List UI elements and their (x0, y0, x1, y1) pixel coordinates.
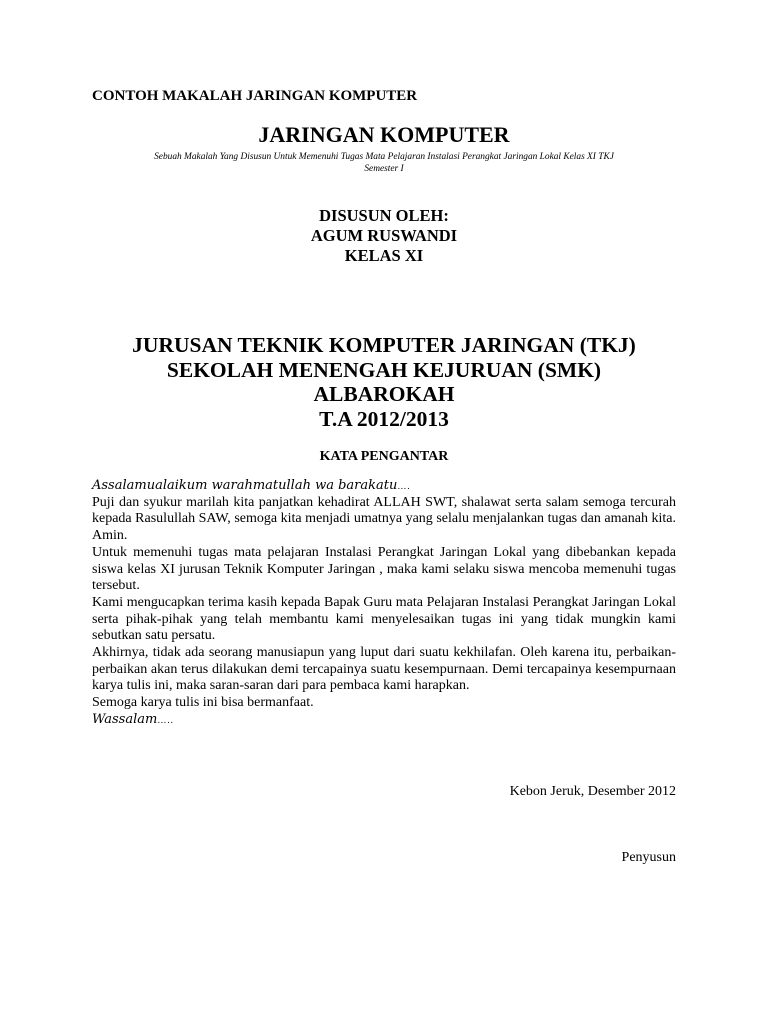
document-top-title: CONTOH MAKALAH JARINGAN KOMPUTER (92, 88, 418, 104)
foreword-closing (92, 712, 676, 729)
closing-dots: ….. (157, 714, 174, 725)
foreword-paragraph: Puji dan syukur marilah kita panjatkan kehadirat ALLAH SWT, shalawat serta salam semoga tercurah kepada Rasulullah SAW, semoga kita menjadi umatnya yang selalu menjalankan tugas dan amanah kita. Amin. (92, 494, 676, 544)
author-block (0, 206, 768, 266)
school-line-1: JURUSAN TEKNIK KOMPUTER JARINGAN (TKJ) (132, 333, 636, 357)
subtitle-line-2: Semester I (364, 164, 404, 174)
foreword-heading: KATA PENGANTAR (319, 449, 449, 464)
foreword-greeting (92, 478, 676, 495)
signature-place-date: Kebon Jeruk, Desember 2012 (509, 784, 676, 799)
document-subtitle (88, 151, 680, 175)
greeting-text: Assalamualaikum warahmatullah wa barakatu (92, 478, 398, 493)
subtitle-line-1: Sebuah Makalah Yang Disusun Untuk Memenuhi Tugas Mata Pelajaran Instalasi Perangkat Jaringan Lokal Kelas XI TKJ (154, 152, 614, 162)
foreword-paragraph: Untuk memenuhi tugas mata pelajaran Instalasi Perangkat Jaringan Lokal yang dibebankan kepada siswa kelas XI jurusan Teknik Komputer Jaringan , maka kami selaku siswa mencoba memenuhi tugas tersebut. (92, 544, 676, 594)
document-main-title: JARINGAN KOMPUTER (258, 122, 510, 147)
school-line-2: SEKOLAH MENENGAH KEJURUAN (SMK) (166, 357, 602, 382)
greeting-dots: …. (397, 481, 411, 491)
foreword-paragraph: Semoga karya tulis ini bisa bermanfaat. (92, 695, 314, 711)
signature-signer: Penyusun (621, 850, 676, 865)
author-label: DISUSUN OLEH: (319, 206, 449, 225)
author-class: KELAS XI (344, 246, 424, 265)
author-name: AGUM RUSWANDI (310, 226, 458, 245)
foreword-paragraph: Kami mengucapkan terima kasih kepada Bapak Guru mata Pelajaran Instalasi Perangkat Jaringan Lokal serta pihak-pihak yang telah membantu kami menyelesaikan tugas ini yang tidak mungkin kami sebutkan satu persatu. (92, 594, 676, 644)
school-block (0, 333, 768, 431)
foreword-paragraph: Akhirnya, tidak ada seorang manusiapun yang luput dari suatu kekhilafan. Oleh karena itu, perbaikan-perbaikan akan terus dilakukan demi tercapainya suatu kesempurnaan. Demi tercapainya kesempurnaan karya tulis ini, maka saran-saran dari para pembaca kami harapkan. (92, 645, 676, 694)
school-line-3: ALBAROKAH (313, 382, 455, 406)
school-line-4: T.A 2012/2013 (319, 406, 449, 431)
foreword-body (92, 478, 676, 729)
closing-text: Wassalam (92, 711, 158, 727)
